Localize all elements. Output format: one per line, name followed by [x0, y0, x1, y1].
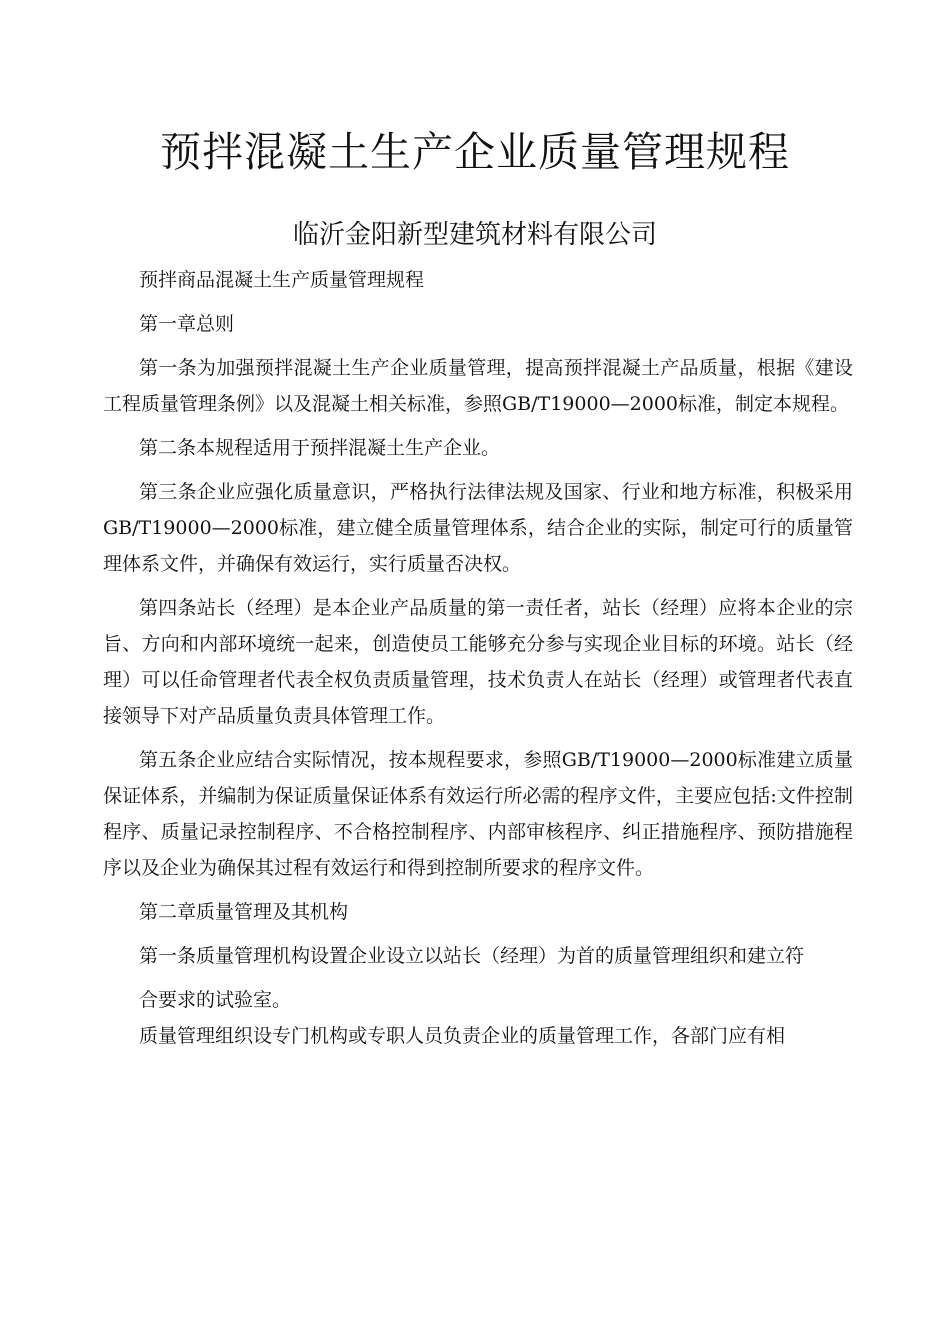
chapter-heading: 第二章质量管理及其机构: [139, 901, 349, 923]
article-paragraph: 第四条站长（经理）是本企业产品质量的第一责任者，站长（经理）应将本企业的宗旨、方向和内部环境统一起来，创造使员工能够充分参与实现企业目标的环境。站长（经理）可以任命管理者代表全权负责质量管理，技术负责人在站长（经理）或管理者代表直接领导下对产品质量负责具体管理工作。: [103, 597, 853, 727]
article-paragraph: 第五条企业应结合实际情况，按本规程要求，参照GB/T19000—2000标准建立质量保证体系，并编制为保证质量保证体系有效运行所必需的程序文件，主要应包括:文件控制程序、质量记录控制程序、不合格控制程序、内部审核程序、纠正措施程序、预防措施程序以及企业为确保其过程有效运行和得到控制所要求的程序文件。: [103, 749, 853, 879]
article-paragraph: 第三条企业应强化质量意识，严格执行法律法规及国家、行业和地方标准，积极采用GB/T19000—2000标准，建立健全质量管理体系，结合企业的实际，制定可行的质量管理体系文件，并确保有效运行，实行质量否决权。: [103, 481, 853, 575]
company-name: 临沂金阳新型建筑材料有限公司: [292, 220, 657, 250]
document-title: 预拌混凝土生产企业质量管理规程: [160, 128, 790, 176]
paragraph-heading: 预拌商品混凝土生产质量管理规程: [139, 269, 425, 291]
article-paragraph: 第一条为加强预拌混凝土生产企业质量管理，提高预拌混凝土产品质量，根据《建设工程质量管理条例》以及混凝土相关标准，参照GB/T19000—2000标准，制定本规程。: [103, 357, 853, 415]
document-body: [103, 262, 853, 1054]
article-paragraph: 第一条质量管理机构设置企业设立以站长（经理）为首的质量管理组织和建立符: [139, 945, 805, 967]
article-paragraph-continuation: 合要求的试验室。: [139, 989, 292, 1011]
article-paragraph: 第二条本规程适用于预拌混凝土生产企业。: [139, 437, 501, 459]
chapter-heading: 第一章总则: [139, 313, 235, 335]
article-paragraph: 质量管理组织设专门机构或专职人员负责企业的质量管理工作，各部门应有相: [139, 1025, 786, 1047]
